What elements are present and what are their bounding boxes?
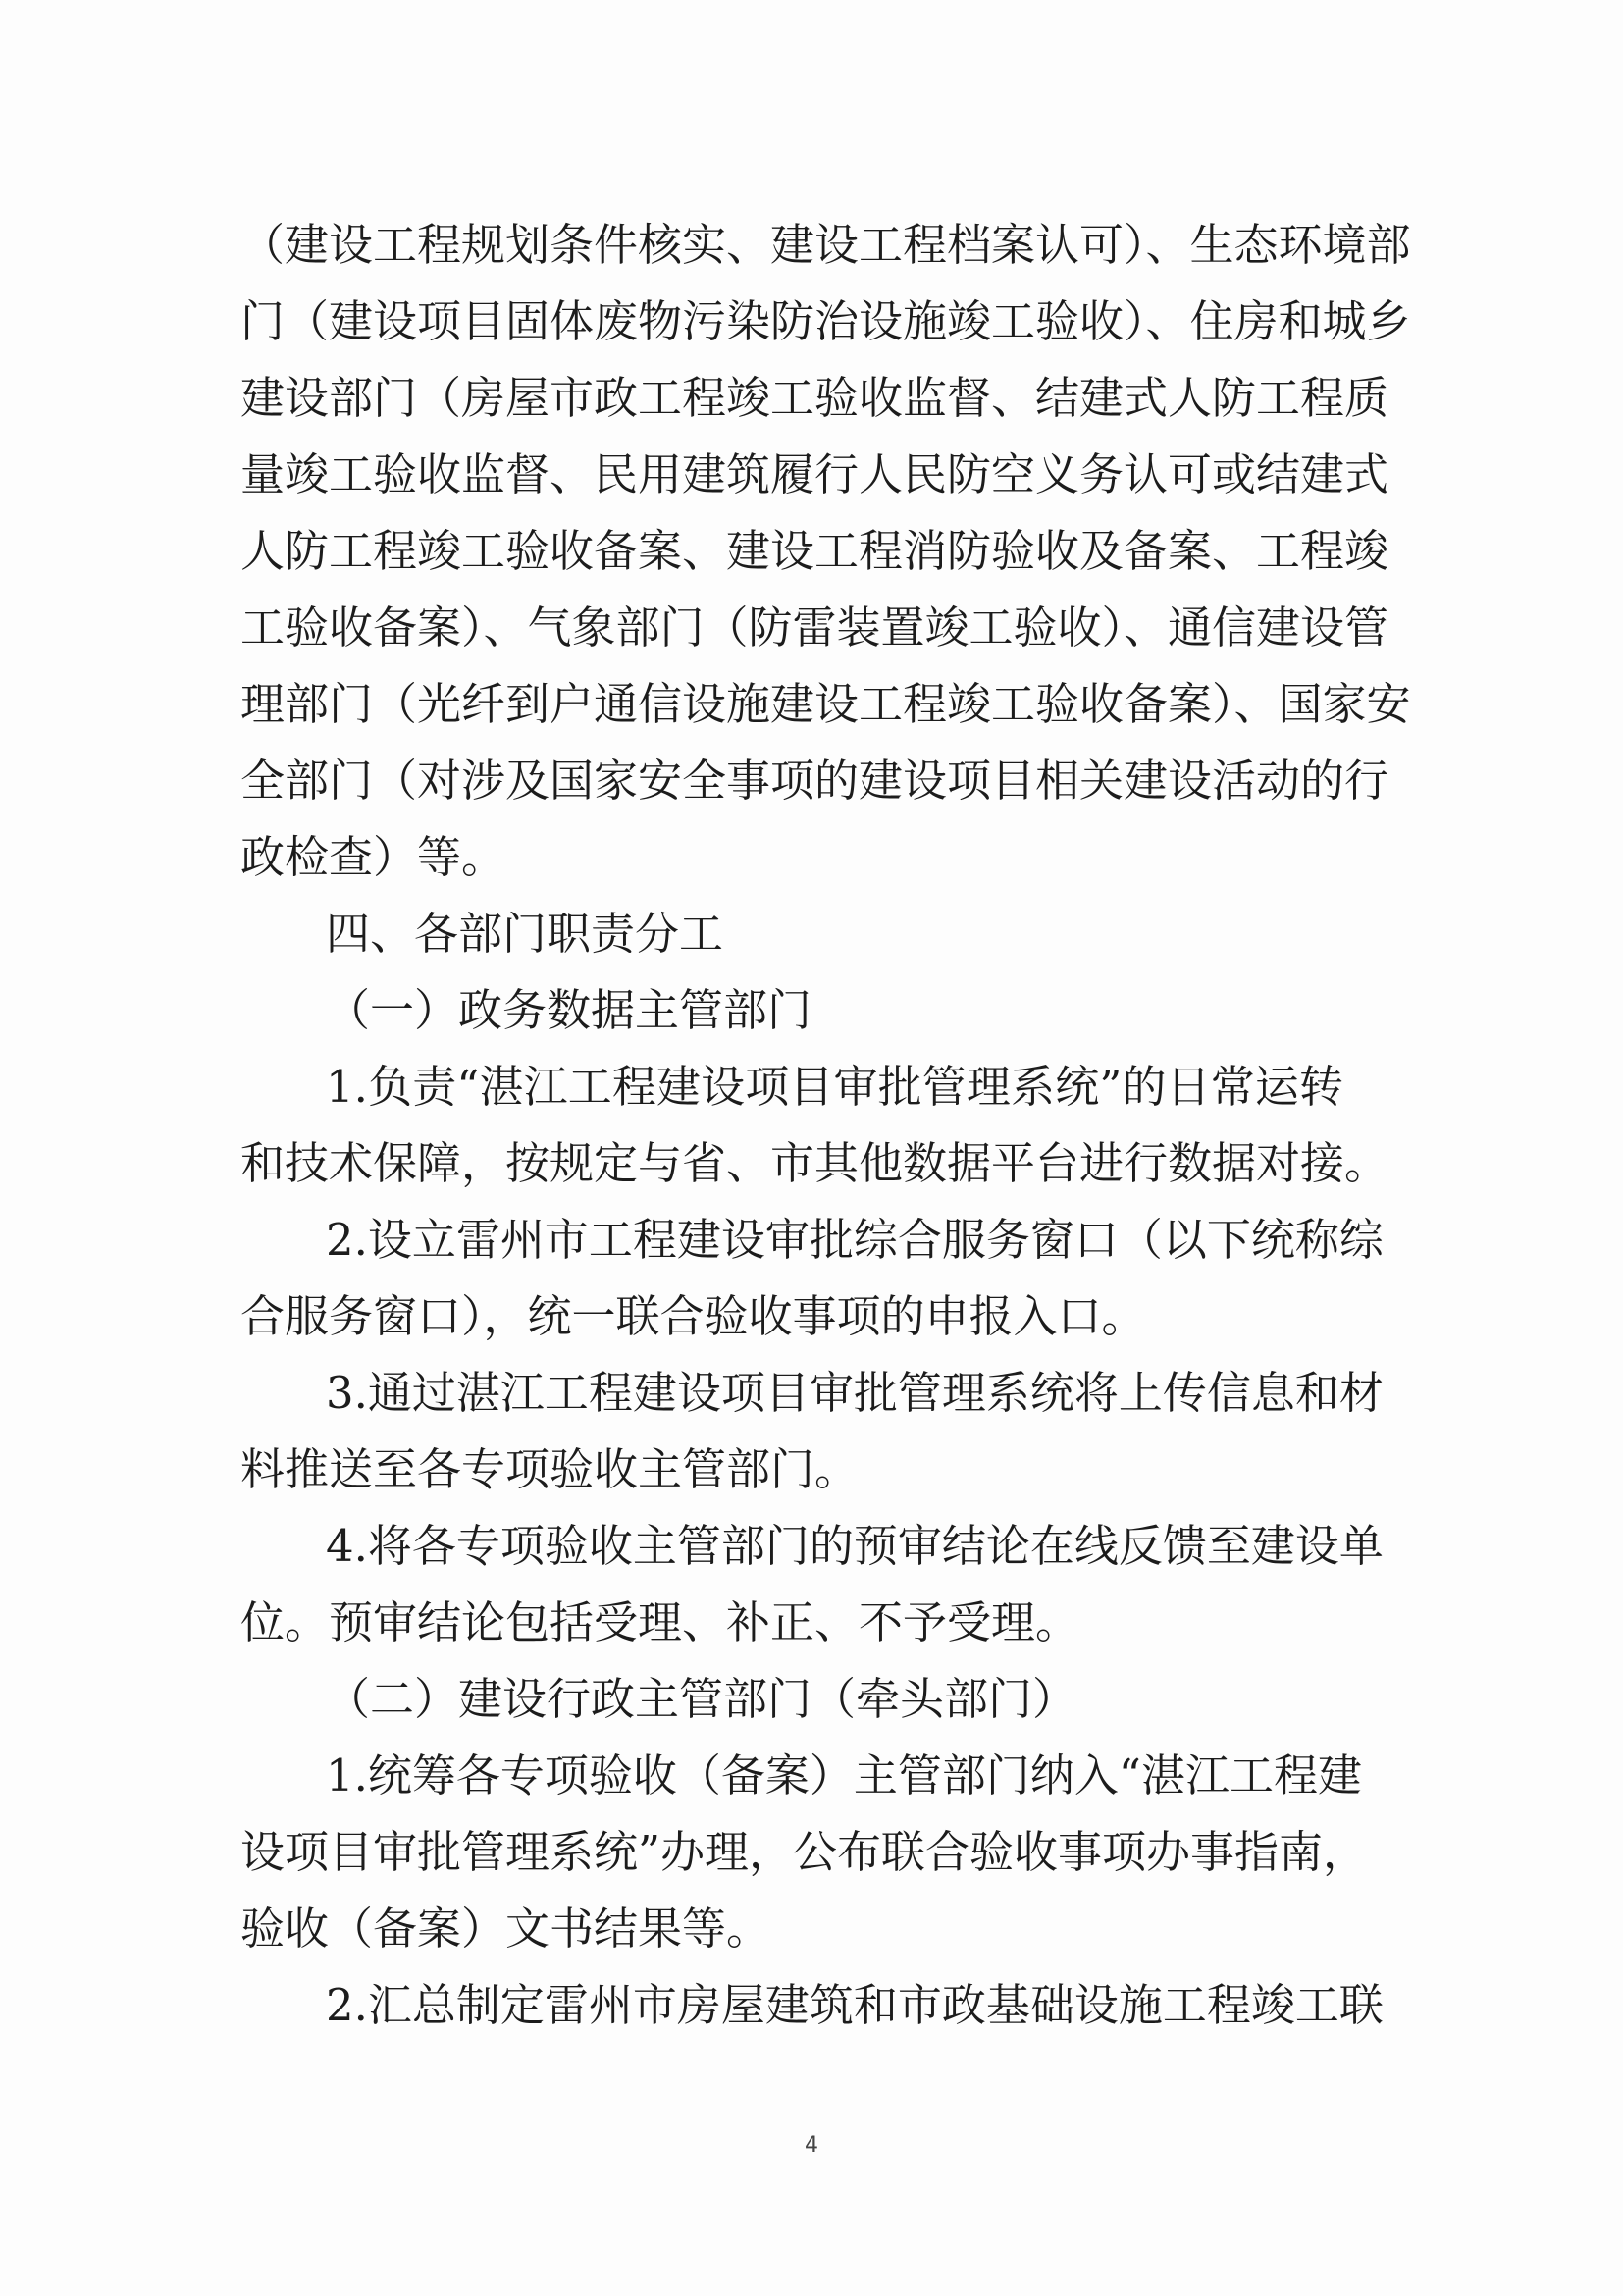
section-heading: 四、各部门职责分工: [326, 908, 724, 960]
paragraph-line: 和技术保障，按规定与省、市其他数据平台进行数据对接。: [240, 1137, 1389, 1189]
paragraph-line: 设项目审批管理系统”办理，公布联合验收事项办事指南，: [240, 1826, 1368, 1878]
subsection-heading: （二）建设行政主管部门（牵头部门）: [326, 1673, 1077, 1725]
subsection-heading: （一）政务数据主管部门: [326, 984, 812, 1036]
paragraph-line: 1.负责“湛江工程建设项目审批管理系统”的日常运转: [326, 1061, 1343, 1113]
paragraph-line: 政检查）等。: [240, 831, 506, 883]
paragraph-line: （建设工程规划条件核实、建设工程档案认可）、生态环境部: [240, 219, 1411, 271]
paragraph-line: 料推送至各专项验收主管部门。: [240, 1443, 860, 1495]
paragraph-line: 理部门（光纤到户通信设施建设工程竣工验收备案）、国家安: [240, 678, 1411, 730]
page-number: 4: [805, 2133, 818, 2158]
paragraph-line: 工验收备案）、气象部门（防雷装置竣工验收）、通信建设管: [240, 601, 1389, 653]
paragraph-line: 3.通过湛江工程建设项目审批管理系统将上传信息和材: [326, 1367, 1384, 1419]
paragraph-line: 2.设立雷州市工程建设审批综合服务窗口（以下统称综: [326, 1214, 1384, 1266]
paragraph-line: 建设部门（房屋市政工程竣工验收监督、结建式人防工程质: [240, 372, 1389, 424]
paragraph-line: 4.将各专项验收主管部门的预审结论在线反馈至建设单: [326, 1520, 1384, 1572]
paragraph-line: 合服务窗口），统一联合验收事项的申报入口。: [240, 1290, 1146, 1342]
paragraph-line: 量竣工验收监督、民用建筑履行人民防空义务认可或结建式: [240, 448, 1389, 500]
paragraph-line: 人防工程竣工验收备案、建设工程消防验收及备案、工程竣: [240, 525, 1389, 577]
paragraph-line: 2.汇总制定雷州市房屋建筑和市政基础设施工程竣工联: [326, 1979, 1384, 2031]
paragraph-line: 门（建设项目固体废物污染防治设施竣工验收）、住房和城乡: [240, 295, 1411, 347]
paragraph-line: 1.统筹各专项验收（备案）主管部门纳入“湛江工程建: [326, 1749, 1362, 1801]
paragraph-line: 位。预审结论包括受理、补正、不予受理。: [240, 1596, 1080, 1648]
paragraph-line: 全部门（对涉及国家安全事项的建设项目相关建设活动的行: [240, 755, 1389, 807]
paragraph-line: 验收（备案）文书结果等。: [240, 1903, 771, 1955]
